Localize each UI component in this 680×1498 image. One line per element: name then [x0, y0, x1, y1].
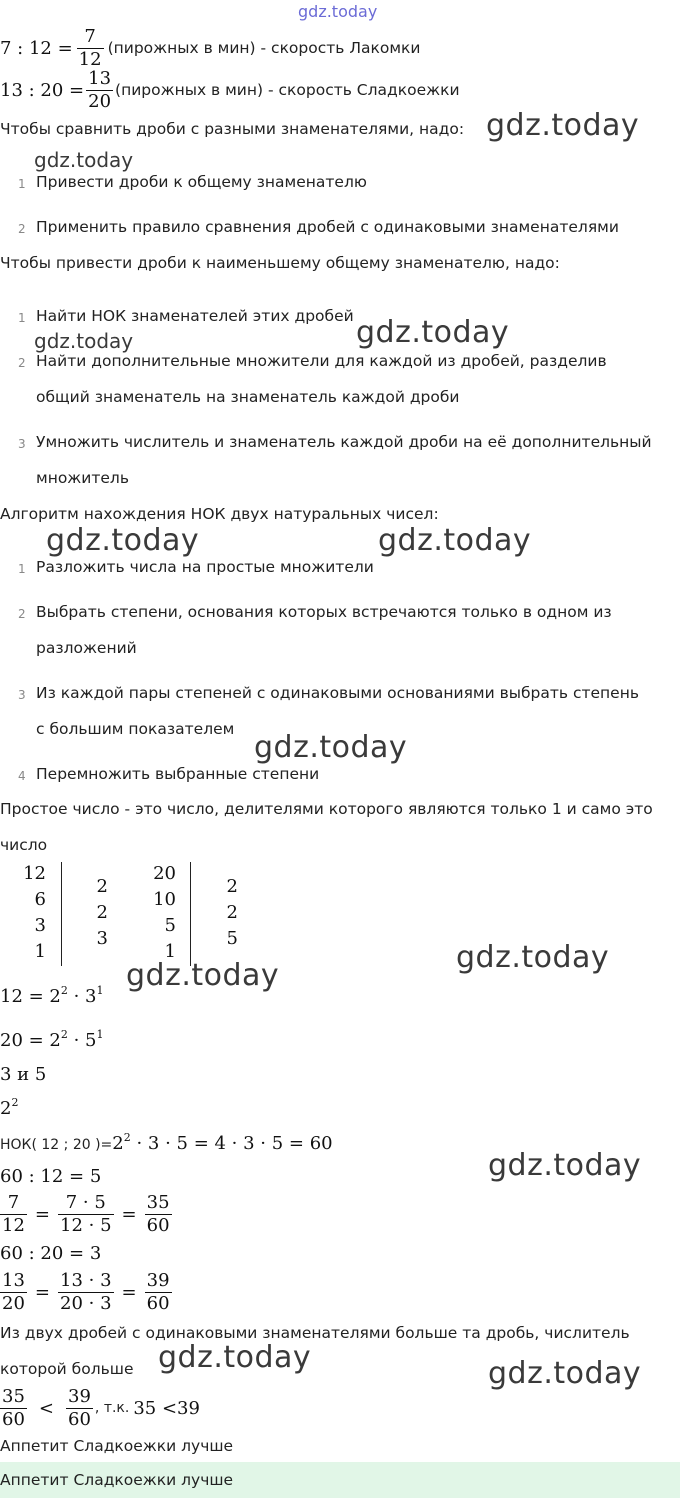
watermark: gdz.today [254, 730, 408, 765]
list-item: Из каждой пары степеней с одинаковыми основаниями выбрать степень [36, 684, 639, 702]
watermark: gdz.today [158, 1340, 312, 1375]
fraction-conversion-1: $\frac{7}{12}$ = $\frac{7 \cdot 5}{12 \cdot 5}$ = $\frac{35}{60}$ [2, 1191, 170, 1236]
list-item: Разложить числа на простые множители [36, 558, 374, 576]
answer-text: Аппетит Сладкоежки лучше [0, 1471, 234, 1489]
watermark: gdz.today [126, 958, 280, 993]
watermark: gdz.today [34, 329, 134, 353]
fraction: $\frac{7}{12}$ [78, 25, 102, 70]
division-1: 60 : 12 = 5 [0, 1166, 102, 1187]
list-item: Умножить числитель и знаменатель каждой дроби на её дополнительный [36, 433, 652, 451]
list-item: Выбрать степени, основания которых встречаются только в одном из [36, 603, 612, 621]
watermark: gdz.today [356, 315, 510, 350]
unique-factors: 3 и 5 [0, 1064, 47, 1085]
prime-definition: Простое число - это число, делителями которого являются только 1 и само это [0, 800, 653, 818]
same-denominator-rule-continued: которой больше [0, 1360, 134, 1378]
fraction: $\frac{13}{20}$ [88, 67, 112, 112]
watermark: gdz.today [488, 1356, 642, 1391]
common-power: $2^2$ [0, 1096, 19, 1119]
denominator-rule-title: Чтобы привести дроби к наименьшему общему знаменателю, надо: [0, 254, 560, 272]
list-item: Привести дроби к общему знаменателю [36, 173, 367, 191]
list-item: Применить правило сравнения дробей с одинаковыми знаменателями [36, 218, 619, 236]
same-denominator-rule: Из двух дробей с одинаковыми знаменателями больше та дробь, числитель [0, 1324, 630, 1342]
conclusion: Аппетит Сладкоежки лучше [0, 1437, 234, 1455]
lcm-result: НОК( 12 ; 20 )= $2^2 \cdot 3 \cdot 5 = 4 \cdot 3 \cdot 5 = 60$ [0, 1131, 333, 1154]
list-item: Найти дополнительные множители для каждой из дробей, разделив [36, 352, 607, 370]
speed-sladkoezhka: 13 : 20 = $\frac{13}{20}$ (пирожных в мин) - скорость Сладкоежки [0, 67, 460, 112]
answer-box [0, 1462, 680, 1498]
fraction-conversion-2: $\frac{13}{20}$ = $\frac{13 \cdot 3}{20 \cdot 3}$ = $\frac{39}{60}$ [2, 1269, 170, 1314]
divider [190, 862, 191, 966]
watermark-top: gdz.today [298, 2, 378, 21]
list-item-continued: разложений [36, 639, 137, 657]
compare-rule-title: Чтобы сравнить дроби с разными знаменателями, надо: [0, 120, 465, 138]
list-item-continued: общий знаменатель на знаменатель каждой дроби [36, 388, 460, 406]
list-item-continued: множитель [36, 469, 129, 487]
watermark: gdz.today [46, 523, 200, 558]
watermark: gdz.today [456, 940, 610, 975]
list-item-continued: с большим показателем [36, 720, 235, 738]
factorization-12: $12 = 2^2 \cdot 3^1$ [0, 984, 104, 1007]
lcm-algorithm-title: Алгоритм нахождения НОК двух натуральных чисел: [0, 505, 439, 523]
watermark: gdz.today [378, 523, 532, 558]
prime-definition-continued: число [0, 836, 48, 854]
watermark: gdz.today [486, 108, 640, 143]
divider [61, 862, 62, 966]
factorization-20: $20 = 2^2 \cdot 5^1$ [0, 1028, 104, 1051]
list-item: Перемножить выбранные степени [36, 765, 320, 783]
watermark: gdz.today [34, 148, 134, 172]
list-item: Найти НОК знаменателей этих дробей [36, 307, 354, 325]
fraction-comparison: $\frac{35}{60}$ < $\frac{39}{60}$ , т.к. 35 <39 [2, 1385, 200, 1430]
division-2: 60 : 20 = 3 [0, 1243, 102, 1264]
watermark: gdz.today [488, 1148, 642, 1183]
speed-lakomka: 7 : 12 = $\frac{7}{12}$ (пирожных в мин) - скорость Лакомки [0, 25, 421, 70]
